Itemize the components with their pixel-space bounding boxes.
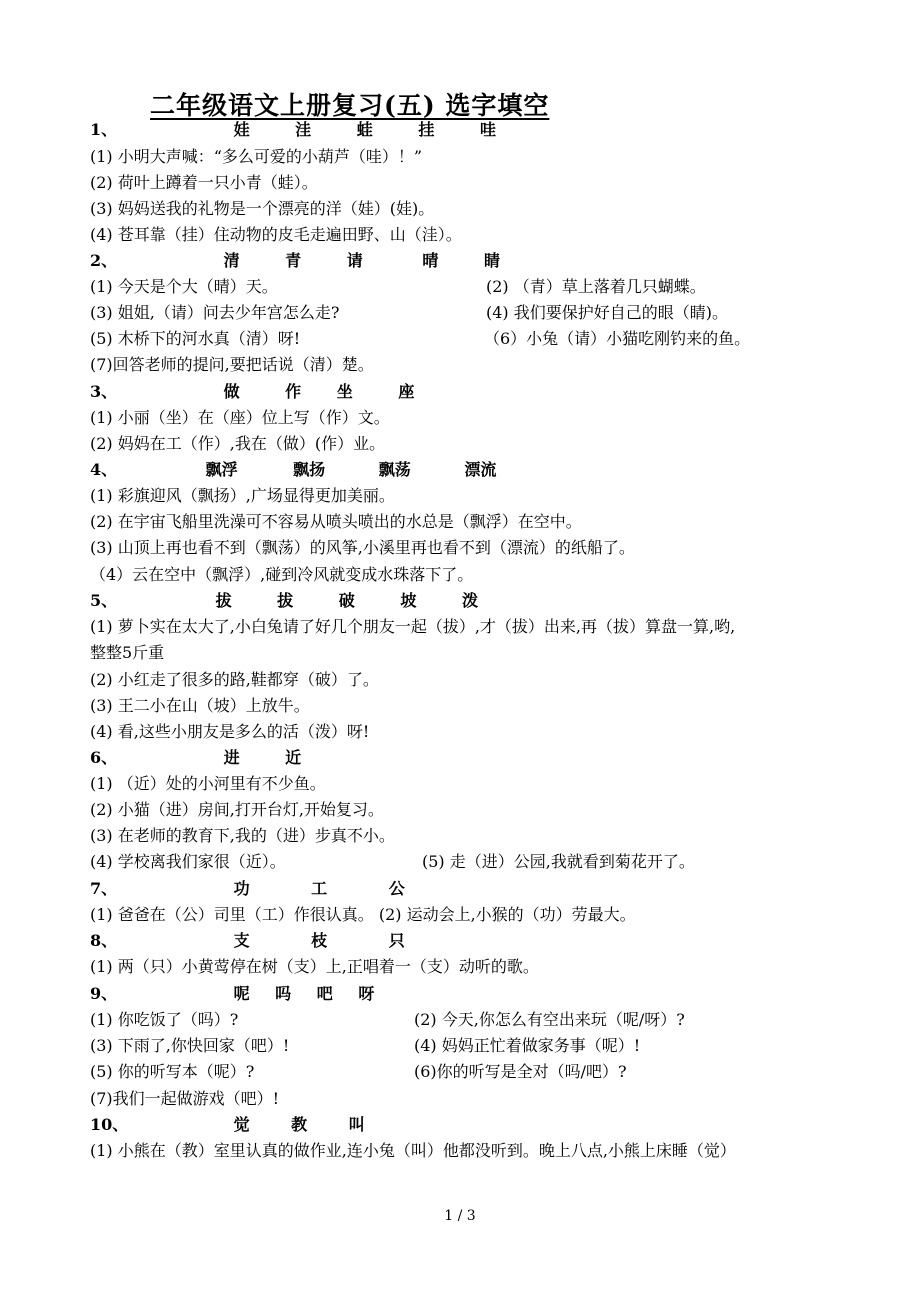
exercise-line: (2) （青）草上落着几只蝴蝶。: [486, 277, 706, 296]
exercise-line: (2) 小红走了很多的路,鞋都穿（破）了。: [90, 670, 379, 689]
section-8-header: [90, 931, 405, 951]
exercise-line: (1) 两（只）小黄莺停在树（支）上,正唱着一（支）动听的歌。: [90, 957, 539, 976]
section-number: 3、: [90, 382, 118, 401]
exercise-line: (3) 姐姐,（请）问去少年宫怎么走?: [90, 303, 340, 322]
choice-word: 请: [346, 251, 363, 270]
choice-word: 呀: [358, 984, 375, 1003]
section-7-header: [90, 879, 405, 899]
choice-word: 泼: [461, 591, 478, 610]
choice-word: 枝: [311, 931, 328, 950]
exercise-line: (1) （近）处的小河里有不少鱼。: [90, 774, 326, 793]
choice-word: 清: [223, 251, 240, 270]
choice-word: 吗: [275, 984, 292, 1003]
exercise-line: (1) 你吃饭了（吗）?: [90, 1010, 239, 1029]
exercise-line: (5) 走（进）公园,我就看到菊花开了。: [422, 852, 695, 871]
section-number: 7、: [90, 879, 118, 898]
exercise-line: (3) 王二小在山（坡）上放牛。: [90, 696, 310, 715]
choice-word: 拔: [215, 591, 232, 610]
section-6-header: [90, 748, 301, 768]
choice-word: 青: [285, 251, 302, 270]
exercise-line: (4) 苍耳靠（挂）住动物的皮毛走遍田野、山（洼）。: [90, 225, 462, 244]
page-title: 二年级语文上册复习(五) 选字填空: [150, 91, 550, 120]
exercise-line: 整整5斤重: [90, 643, 165, 662]
exercise-line: (5) 你的听写本（呢）?: [90, 1062, 255, 1081]
choice-word: 叫: [348, 1115, 365, 1134]
section-3-header: [90, 382, 414, 402]
choice-word: 洼: [295, 120, 312, 139]
section-1-header: [90, 120, 496, 140]
exercise-line: (1) 彩旗迎风（飘扬）,广场显得更加美丽。: [90, 486, 395, 505]
exercise-line: (7)我们一起做游戏（吧）!: [90, 1089, 280, 1108]
choice-word: 进: [223, 748, 240, 767]
choice-word: 只: [388, 931, 405, 950]
choice-word: 坐: [336, 382, 353, 401]
exercise-line: (4) 学校离我们家很（近）。: [90, 852, 286, 871]
exercise-line: (2) 今天,你怎么有空出来玩（呢/呀）?: [414, 1010, 685, 1029]
exercise-line: (3) 妈妈送我的礼物是一个漂亮的洋（娃）(娃)。: [90, 199, 435, 218]
choice-word: 觉: [233, 1115, 250, 1134]
exercise-line: (2) 妈妈在工（作）,我在（做）(作）业。: [90, 434, 386, 453]
exercise-line: (3) 山顶上再也看不到（飘荡）的风筝,小溪里再也看不到（漂流）的纸船了。: [90, 538, 635, 557]
page-number: 1 / 3: [444, 1208, 476, 1224]
exercise-line: (1) 萝卜实在太大了,小白兔请了好几个朋友一起（拔）,才（拔）出来,再（拔）算盘一算,哟,: [90, 617, 736, 636]
choice-word: 近: [285, 748, 302, 767]
exercise-line: (4) 我们要保护好自己的眼（睛)。: [486, 303, 728, 322]
section-4-header: [90, 460, 496, 480]
exercise-line: (2) 在宇宙飞船里洗澡可不容易从喷头喷出的水总是（飘浮）在空中。: [90, 512, 582, 531]
choice-word: 漂流: [464, 460, 497, 479]
choice-word: 飘扬: [293, 460, 326, 479]
choice-word: 坡: [400, 591, 417, 610]
choice-word: 功: [233, 879, 250, 898]
section-number: 6、: [90, 748, 118, 767]
choice-word: 公: [388, 879, 405, 898]
choice-word: 飘浮: [205, 460, 238, 479]
exercise-line: (2) 小猫（进）房间,打开台灯,开始复习。: [90, 800, 384, 819]
choice-word: 娃: [233, 120, 250, 139]
section-number: 8、: [90, 931, 118, 950]
exercise-line: (3) 在老师的教育下,我的（进）步真不小。: [90, 826, 395, 845]
exercise-line: (5) 木桥下的河水真（清）呀!: [90, 329, 301, 348]
exercise-line: (6)你的听写是全对（吗/吧）?: [414, 1062, 627, 1081]
choice-word: 支: [233, 931, 250, 950]
exercise-line: (3) 下雨了,你快回家（吧）!: [90, 1036, 290, 1055]
section-10-header: [90, 1115, 365, 1135]
choice-word: 呢: [233, 984, 250, 1003]
section-5-header: [90, 591, 478, 611]
choice-word: 挂: [418, 120, 435, 139]
choice-word: 哇: [479, 120, 496, 139]
choice-word: 晴: [422, 251, 439, 270]
exercise-line: (7)回答老师的提问,要把话说（清）楚。: [90, 355, 374, 374]
section-number: 5、: [90, 591, 118, 610]
choice-word: 作: [285, 382, 302, 401]
exercise-line: (1) 小明大声喊：“多么可爱的小葫芦（哇）！”: [90, 147, 423, 166]
choice-word: 破: [338, 591, 355, 610]
choice-word: 拔: [277, 591, 294, 610]
exercise-line: (1) 小丽（坐）在（座）位上写（作）文。: [90, 408, 390, 427]
section-9-header: [90, 984, 374, 1004]
exercise-line: (2) 荷叶上蹲着一只小青（蛙）。: [90, 173, 318, 192]
choice-word: 蛙: [356, 120, 373, 139]
exercise-line: （6）小兔（请）小猫吃刚钓来的鱼。: [484, 329, 751, 348]
exercise-line: (4) 看,这些小朋友是多么的活（泼）呀!: [90, 722, 370, 741]
choice-word: 睛: [483, 251, 500, 270]
section-number: 4、: [90, 460, 118, 479]
choice-word: 座: [398, 382, 415, 401]
section-2-header: [90, 251, 500, 271]
exercise-line: (1) 今天是个大（晴）天。: [90, 277, 278, 296]
section-number: 1、: [90, 120, 118, 139]
exercise-line: (1) 小熊在（教）室里认真的做作业,连小兔（叫）他都没听到。晚上八点,小熊上床睡（觉）: [90, 1141, 736, 1160]
choice-word: 教: [291, 1115, 308, 1134]
section-number: 2、: [90, 251, 118, 270]
exercise-line: (1) 爸爸在（公）司里（工）作很认真。 (2) 运动会上,小猴的（功）劳最大。: [90, 905, 636, 924]
section-number: 10、: [90, 1115, 129, 1134]
exercise-line: （4）云在空中（飘浮）,碰到冷风就变成水珠落下了。: [90, 565, 474, 584]
choice-word: 吧: [316, 984, 333, 1003]
choice-word: 工: [311, 879, 328, 898]
exercise-line: (4) 妈妈正忙着做家务事（呢）!: [414, 1036, 641, 1055]
choice-word: 做: [223, 382, 240, 401]
choice-word: 飘荡: [378, 460, 411, 479]
section-number: 9、: [90, 984, 118, 1003]
